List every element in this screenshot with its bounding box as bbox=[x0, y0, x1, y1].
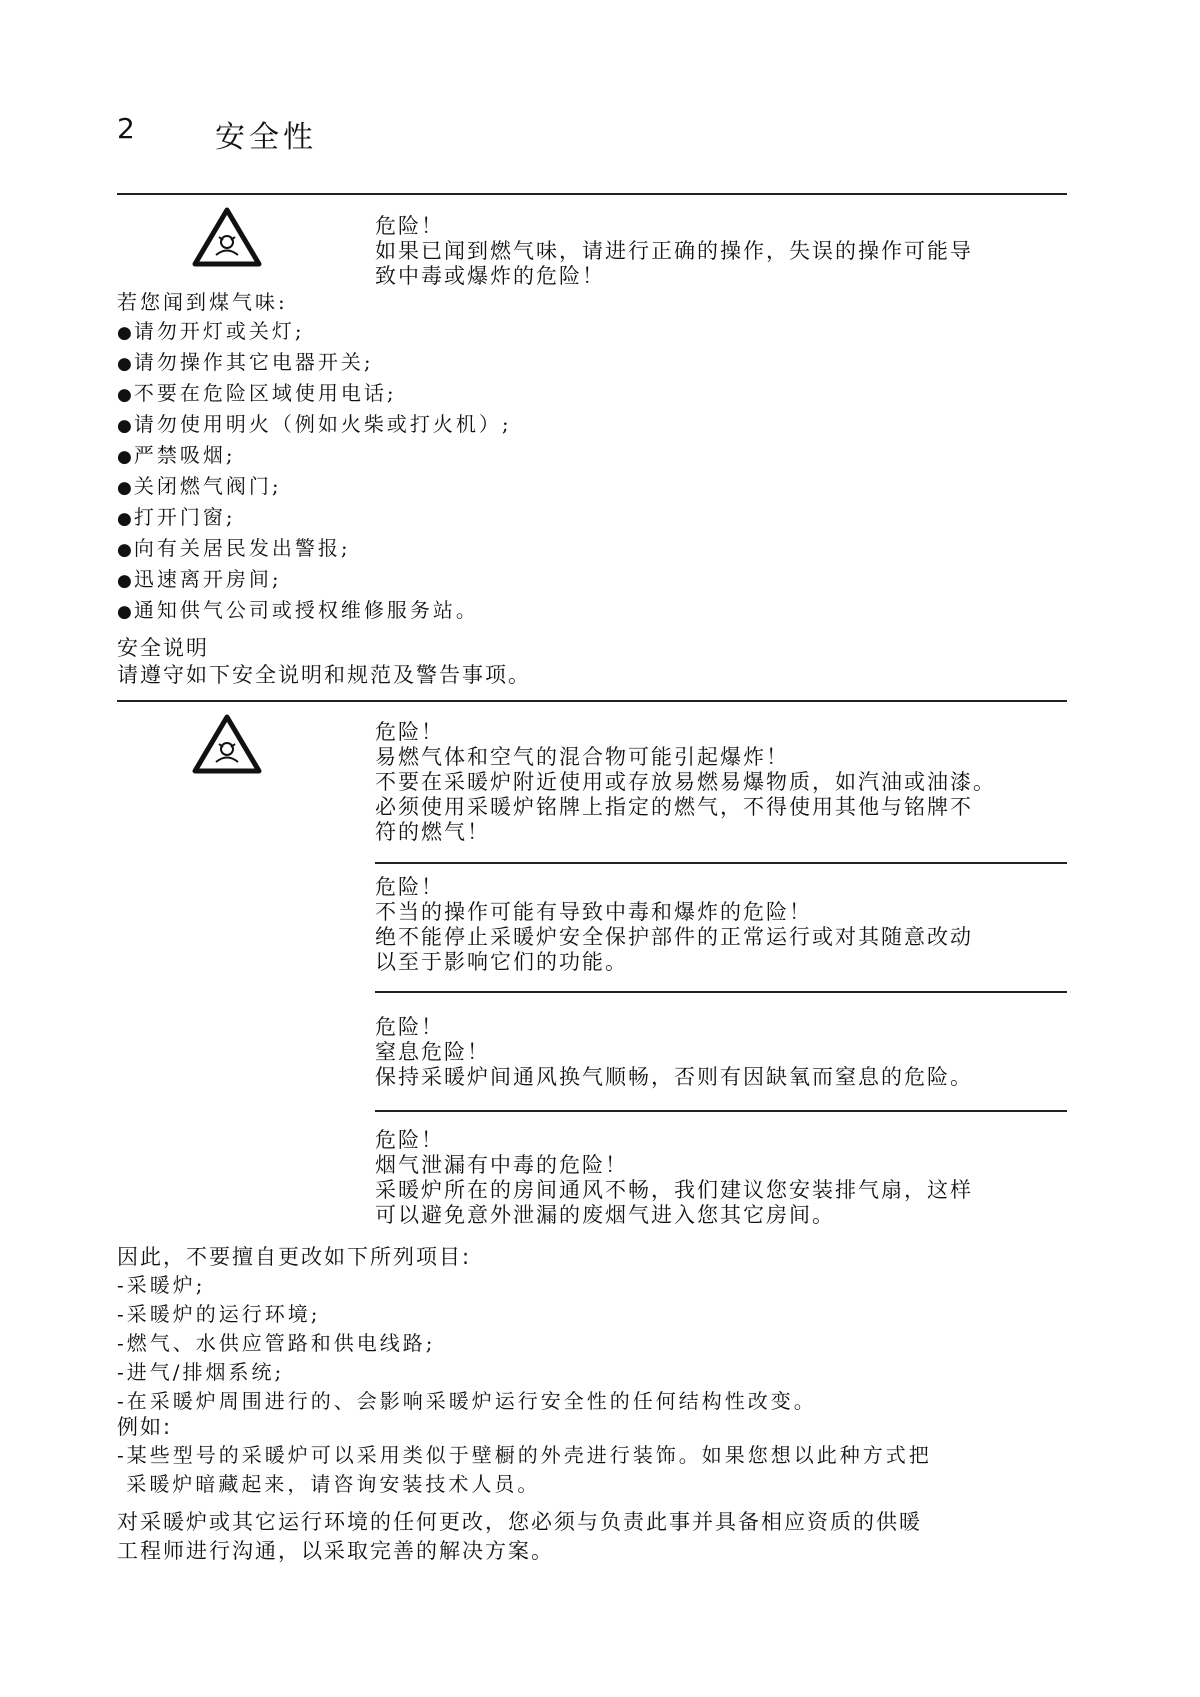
divider bbox=[117, 193, 1067, 195]
warning-line: 不要在采暖炉附近使用或存放易燃易爆物质，如汽油或油漆。 bbox=[375, 770, 996, 794]
divider bbox=[375, 1110, 1067, 1112]
list-item: ● 迅速离开房间; bbox=[117, 565, 512, 596]
warning-line: 易燃气体和空气的混合物可能引起爆炸！ bbox=[375, 745, 789, 769]
list-item: ● 关闭燃气阀门; bbox=[117, 472, 512, 503]
warning-line: 致中毒或爆炸的危险！ bbox=[375, 264, 605, 288]
warning-line: 绝不能停止采暖炉安全保护部件的正常运行或对其随意改动 bbox=[375, 925, 973, 949]
list-item: -采暖炉; bbox=[117, 1273, 206, 1297]
list-item: -在采暖炉周围进行的、会影响采暖炉运行安全性的任何结构性改变。 bbox=[117, 1389, 817, 1413]
warning-title: 危险！ bbox=[375, 1128, 444, 1152]
warning-improper-operation bbox=[375, 875, 973, 975]
warning-line: 如果已闻到燃气味，请进行正确的操作，失误的操作可能导 bbox=[375, 239, 973, 263]
changes-list bbox=[117, 1271, 817, 1416]
warning-line: 可以避免意外泄漏的废烟气进入您其它房间。 bbox=[375, 1203, 835, 1227]
list-item: ● 不要在危险区域使用电话; bbox=[117, 379, 512, 410]
list-item: -燃气、水供应管路和供电线路; bbox=[117, 1331, 436, 1355]
gas-smell-intro: 若您闻到煤气味: bbox=[117, 290, 288, 314]
danger-warning-icon bbox=[192, 206, 262, 268]
warning-title: 危险！ bbox=[375, 214, 444, 238]
warning-flue-gas bbox=[375, 1128, 973, 1228]
list-item: ● 向有关居民发出警报; bbox=[117, 534, 512, 565]
safety-heading: 安全说明 bbox=[117, 636, 209, 660]
warning-title: 危险！ bbox=[375, 720, 444, 744]
danger-warning-icon bbox=[192, 713, 262, 775]
warning-title: 危险！ bbox=[375, 1015, 444, 1039]
list-item: ● 严禁吸烟; bbox=[117, 441, 512, 472]
list-item: ● 打开门窗; bbox=[117, 503, 512, 534]
changes-intro: 因此，不要擅自更改如下所列项目: bbox=[117, 1245, 472, 1269]
divider bbox=[375, 991, 1067, 993]
example-line: -某些型号的采暖炉可以采用类似于壁橱的外壳进行装饰。如果您想以此种方式把 bbox=[117, 1443, 932, 1467]
list-item: ● 通知供气公司或授权维修服务站。 bbox=[117, 596, 512, 627]
list-item: -进气/排烟系统; bbox=[117, 1360, 285, 1384]
warning-explosion bbox=[375, 720, 996, 845]
example-label: 例如: bbox=[117, 1415, 173, 1439]
list-item: ● 请勿操作其它电器开关; bbox=[117, 348, 512, 379]
section-number: 2 bbox=[117, 112, 135, 145]
warning-suffocation bbox=[375, 1015, 973, 1090]
warning-line: 采暖炉所在的房间通风不畅，我们建议您安装排气扇，这样 bbox=[375, 1178, 973, 1202]
warning-title: 危险！ bbox=[375, 875, 444, 899]
warning-line: 以至于影响它们的功能。 bbox=[375, 950, 628, 974]
warning-line: 烟气泄漏有中毒的危险！ bbox=[375, 1153, 628, 1177]
list-item: ● 请勿开灯或关灯; bbox=[117, 317, 512, 348]
section-title: 安全性 bbox=[215, 120, 317, 155]
list-item: -采暖炉的运行环境; bbox=[117, 1302, 321, 1326]
closing-line: 工程师进行沟通，以采取完善的解决方案。 bbox=[117, 1539, 554, 1563]
safety-text: 请遵守如下安全说明和规范及警告事项。 bbox=[117, 663, 531, 687]
warning-line: 必须使用采暖炉铭牌上指定的燃气，不得使用其他与铭牌不 bbox=[375, 795, 973, 819]
list-item: ● 请勿使用明火（例如火柴或打火机）; bbox=[117, 410, 512, 441]
gas-smell-list bbox=[117, 288, 512, 627]
warning-line: 保持采暖炉间通风换气顺畅，否则有因缺氧而窒息的危险。 bbox=[375, 1065, 973, 1089]
warning-line: 符的燃气！ bbox=[375, 820, 490, 844]
warning-line: 窒息危险！ bbox=[375, 1040, 490, 1064]
example-text bbox=[117, 1441, 932, 1499]
divider bbox=[375, 862, 1067, 864]
example-line: 采暖炉暗藏起来，请咨询安装技术人员。 bbox=[117, 1472, 541, 1496]
warning-line: 不当的操作可能有导致中毒和爆炸的危险！ bbox=[375, 900, 812, 924]
warning-gas-smell bbox=[375, 214, 973, 289]
divider bbox=[117, 700, 1067, 702]
closing-line: 对采暖炉或其它运行环境的任何更改，您必须与负责此事并具备相应资质的供暖 bbox=[117, 1510, 922, 1534]
